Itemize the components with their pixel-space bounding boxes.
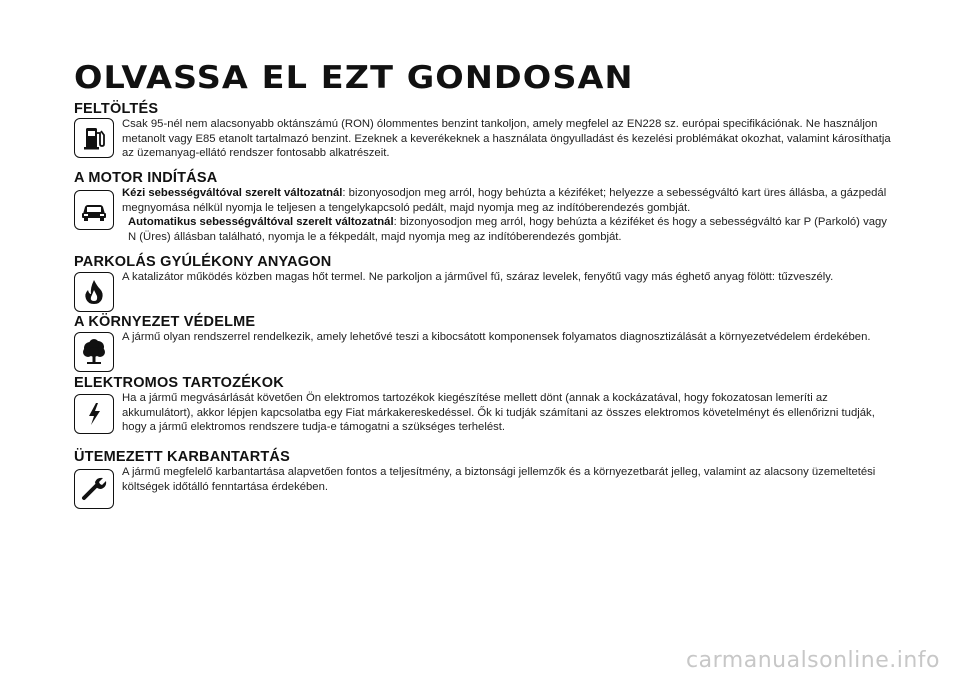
- section-text: [122, 270, 894, 285]
- section-refueling: [74, 101, 894, 161]
- section-heading: PARKOLÁS GYÚLÉKONY ANYAGON: [74, 254, 332, 270]
- car-icon: [74, 190, 114, 230]
- section-environment: [74, 314, 894, 345]
- section-text: [122, 117, 894, 161]
- section-heading: FELTÖLTÉS: [74, 101, 159, 117]
- section-heading: A MOTOR INDÍTÁSA: [74, 170, 218, 186]
- section-heading: A KÖRNYEZET VÉDELME: [74, 314, 256, 330]
- flame-icon: [74, 272, 114, 312]
- section-text: [122, 391, 894, 435]
- section-scheduled-maintenance: [74, 449, 894, 494]
- manual-text: : bizonyosodjon meg arról, hogy behúzta a kéziféket; helyezze a sebességváltó kart üres állásba, a gázpedál megnyomása nélkül nyomja le teljesen a tengelykapcsoló pedált, majd nyomja meg az indítóberendezés gombját.: [122, 187, 887, 214]
- paragraph: A katalizátor működés közben magas hőt termel. Ne parkoljon a járművel fű, száraz levelek, fenyőtű vagy más éghető anyag fölött: tűzveszély.: [122, 271, 834, 283]
- watermark: carmanualsonline.info: [686, 648, 940, 673]
- fuel-pump-icon: [74, 118, 114, 158]
- section-engine-start: [74, 170, 894, 244]
- section-electrical-accessories: [74, 375, 894, 435]
- wrench-icon: [74, 469, 114, 509]
- manual-label: Kézi sebességváltóval szerelt változatnál: [122, 187, 343, 199]
- section-heading: ELEKTROMOS TARTOZÉKOK: [74, 375, 284, 391]
- paragraph: A jármű megfelelő karbantartása alapvetően fontos a teljesítmény, a biztonsági jellemzők és a környezetbarát jelleg, valamint az alacsony üzemeltetési költségek időtálló fenntartása érdekében.: [122, 466, 876, 493]
- auto-text: : bizonyosodjon meg arról, hogy behúzta a kéziféket és hogy a sebességváltó kar P (Parkoló) vagy N (Üres) állásban található, nyomja le a fékpedált, majd nyomja meg az indítóberendezés gombját.: [128, 216, 887, 243]
- auto-paragraph: [122, 215, 894, 244]
- paragraph: A jármű olyan rendszerrel rendelkezik, amely lehetővé teszi a kibocsátott komponensek folyamatos diagnosztizálását a környezetvédelem érdekében.: [122, 331, 871, 343]
- section-text: [122, 186, 894, 244]
- section-text: [122, 330, 894, 345]
- paragraph: Csak 95-nél nem alacsonyabb oktánszámú (RON) ólommentes benzint tankoljon, amely megfelel az EN228 sz. európai specifikációnak. Ne használjon metanolt vagy E85 etanolt tartalmazó benzint. Ezeknek a keverékeknek a használata öngyulladást és kezelési problémákat okozhat, valamint károsíthatja az üzemanyag-ellátó rendszer fontosabb alkatrészeit.: [122, 118, 891, 160]
- auto-label: Automatikus sebességváltóval szerelt változatnál: [128, 216, 394, 229]
- section-parking-flammable: [74, 254, 894, 285]
- section-text: [122, 465, 894, 494]
- page-title: OLVASSA EL EZT GONDOSAN: [74, 60, 634, 96]
- manual-paragraph: [122, 186, 894, 215]
- tree-icon: [74, 332, 114, 372]
- lightning-icon: [74, 394, 114, 434]
- section-heading: ÜTEMEZETT KARBANTARTÁS: [74, 449, 290, 465]
- paragraph: Ha a jármű megvásárlását követően Ön elektromos tartozékok kiegészítése mellett dönt (annak a kockázatával, hogy fokozatosan lemeríti az akkumulátort), akkor lépjen kapcsolatba egy Fiat márkakereskedéssel. Ők ki tudják számítani az összes elektromos követelményt és ellenőrizni tudják, hogy a jármű elektromos rendszere tudja-e támogatni a szükséges terhelést.: [122, 392, 875, 434]
